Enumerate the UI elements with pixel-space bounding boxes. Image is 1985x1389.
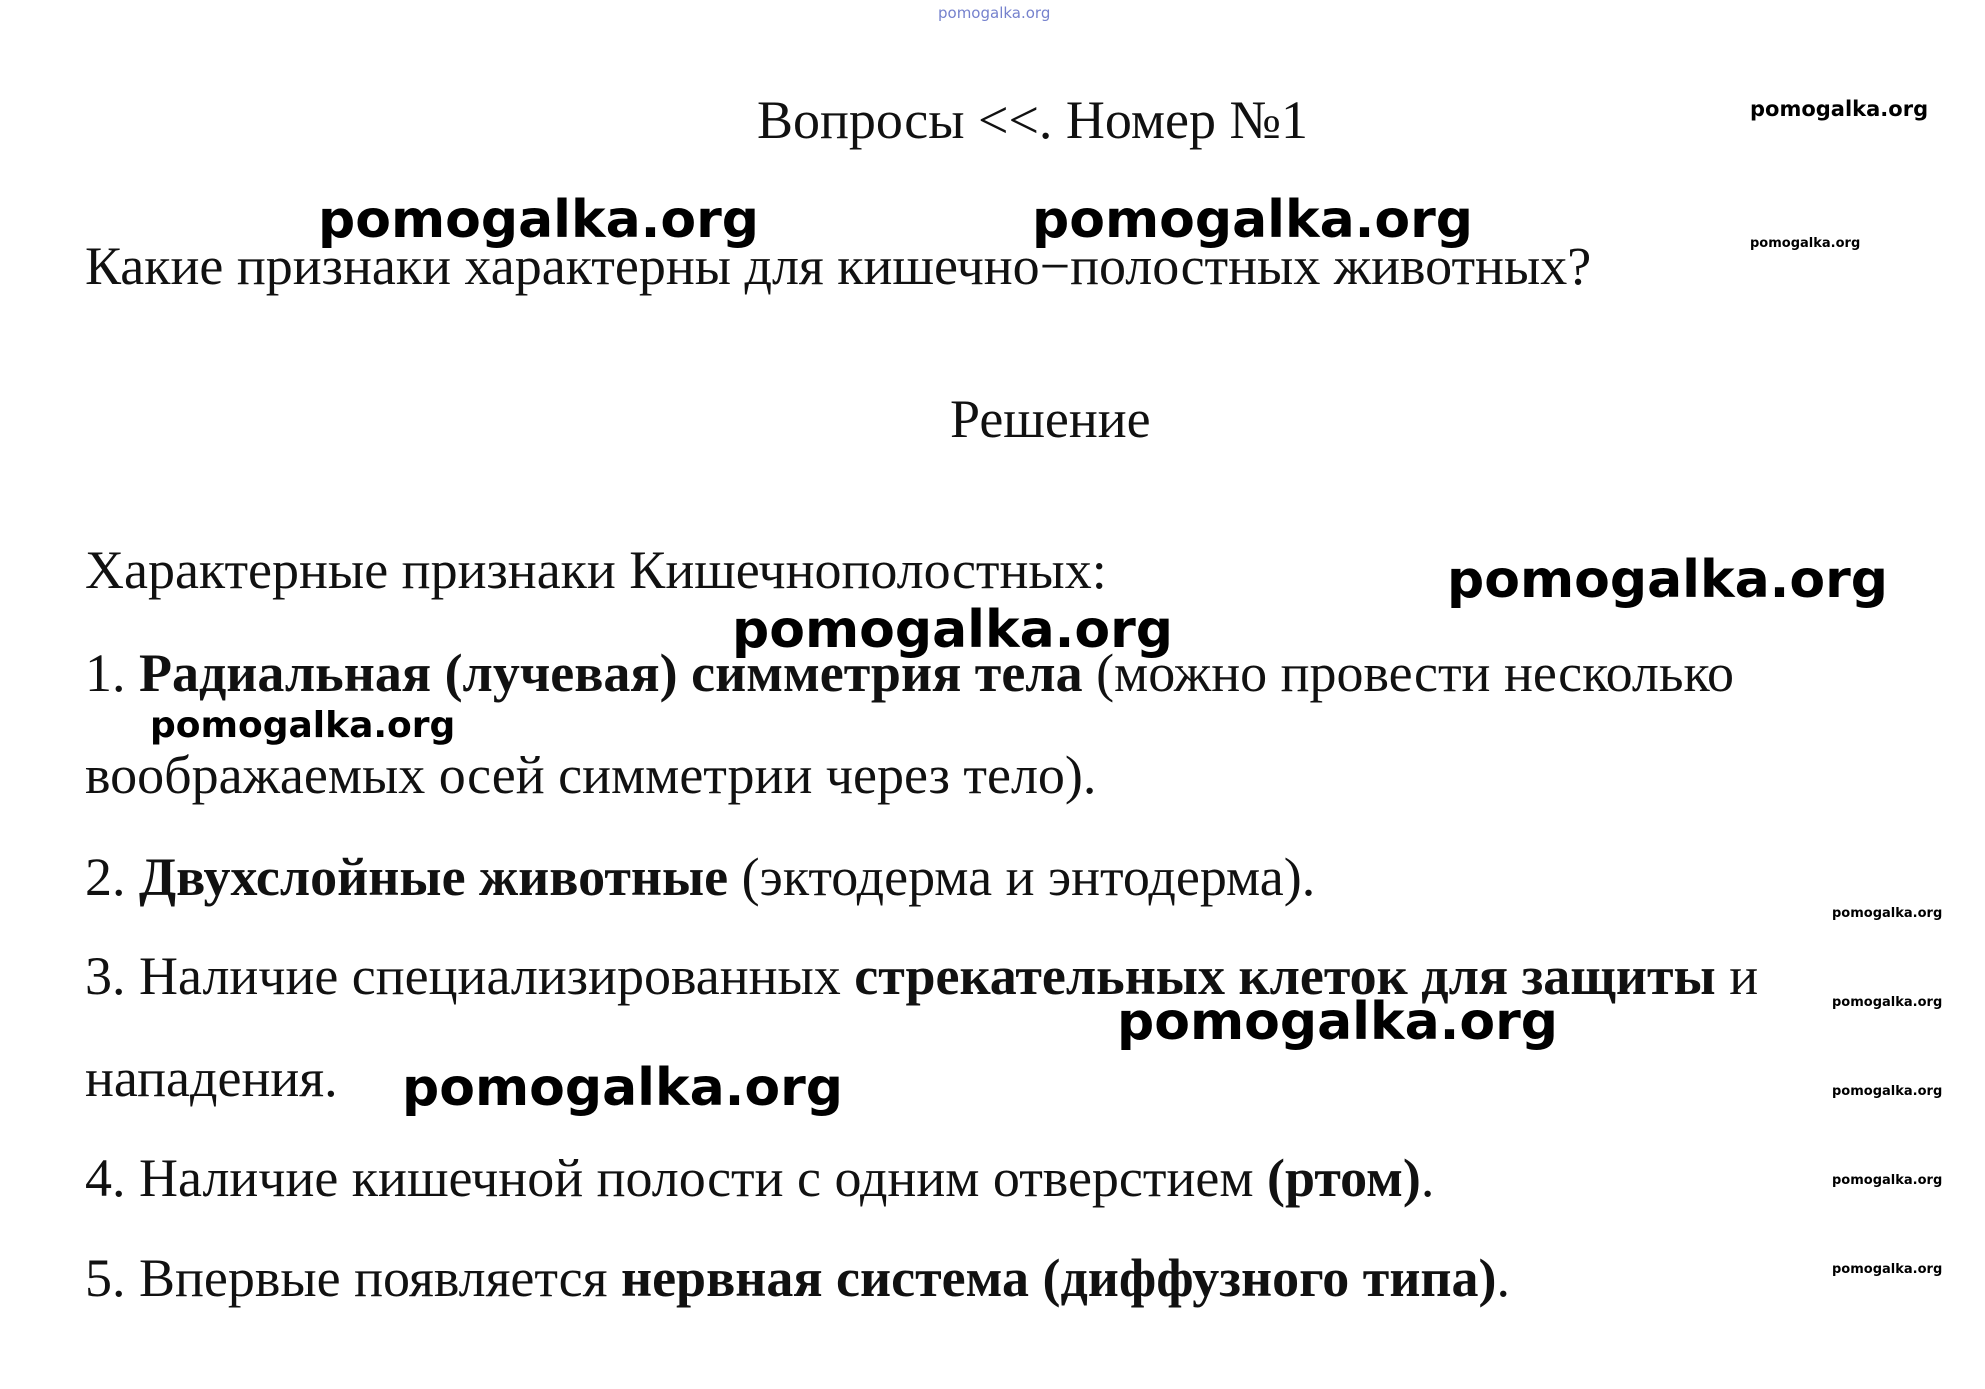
watermark-small-5: pomogalka.org (1832, 1262, 1943, 1277)
list-item-continuation: нападения. (85, 1048, 338, 1108)
list-item (85, 1148, 1434, 1208)
watermark-small-2: pomogalka.org (1832, 995, 1943, 1010)
list-item-continuation: воображаемых осей симметрии через тело). (85, 745, 1097, 805)
item-post: (эктодерма и энтодерма). (728, 847, 1316, 907)
item-number: 4. (85, 1148, 139, 1208)
item-bold: (ртом) (1267, 1148, 1421, 1208)
intro-text: Характерные признаки Кишечнополостных: (85, 540, 1107, 600)
item-number: 2. (85, 847, 139, 907)
item-pre: Наличие специализированных (139, 946, 855, 1006)
item-number: 3. (85, 946, 139, 1006)
watermark-big-2: pomogalka.org (1032, 190, 1474, 250)
page-title: Вопросы <<. Номер №1 (757, 90, 1309, 150)
watermark-big-5: pomogalka.org (1117, 992, 1559, 1052)
item-bold: Радиальная (лучевая) симметрия тела (139, 643, 1083, 703)
watermark-small-4: pomogalka.org (1832, 1173, 1943, 1188)
list-item (85, 643, 1734, 703)
item-post: и (1715, 946, 1759, 1006)
solution-heading: Решение (950, 389, 1151, 449)
watermark-small-3: pomogalka.org (1832, 1084, 1943, 1099)
watermark-header: pomogalka.org (1750, 97, 1929, 121)
list-item (85, 1248, 1510, 1308)
watermark-big-1: pomogalka.org (318, 190, 760, 250)
watermark-big-4: pomogalka.org (732, 600, 1174, 660)
item-bold: Двухслойные животные (139, 847, 729, 907)
item-number: 5. (85, 1248, 139, 1308)
list-item (85, 847, 1315, 907)
watermark-mid-1: pomogalka.org (150, 705, 456, 746)
item-post: . (1496, 1248, 1511, 1308)
item-number: 1. (85, 643, 139, 703)
watermark-top: pomogalka.org (938, 4, 1051, 22)
item-pre: Впервые появляется (139, 1248, 621, 1308)
watermark-small-1: pomogalka.org (1832, 906, 1943, 921)
item-bold: стрекательных клеток для защиты (854, 946, 1716, 1006)
question-text: Какие признаки характерны для кишечно−полостных животных? (85, 236, 1592, 296)
watermark-big-6: pomogalka.org (402, 1058, 844, 1118)
watermark-small-q: pomogalka.org (1750, 236, 1861, 251)
watermark-big-3: pomogalka.org (1447, 550, 1889, 610)
item-bold: нервная система (диффузного типа) (620, 1248, 1497, 1308)
item-post: (можно провести несколько (1082, 643, 1734, 703)
item-post: . (1420, 1148, 1435, 1208)
item-pre: Наличие кишечной полости с одним отверстием (139, 1148, 1268, 1208)
